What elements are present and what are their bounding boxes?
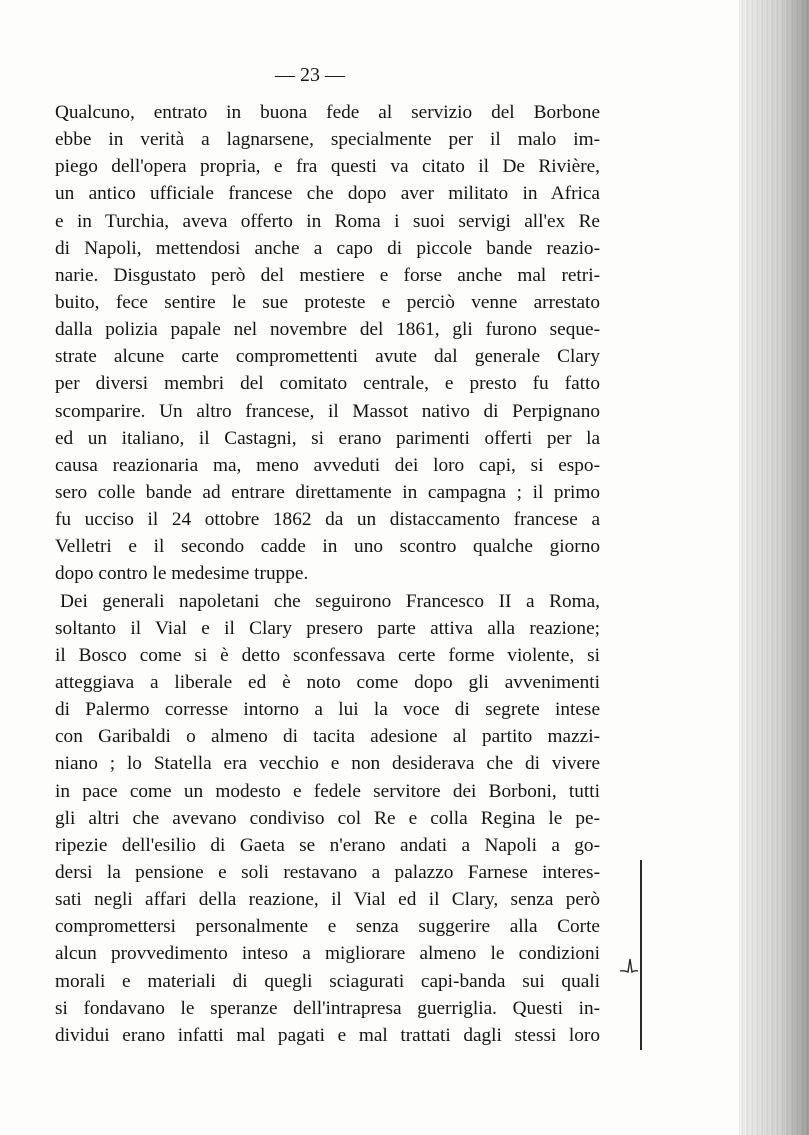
text-line: scomparire. Un altro francese, il Massot nativo di Perpignano — [55, 400, 600, 422]
text-line: alcun provvedimento inteso a migliorare almeno le condizioni — [55, 943, 600, 965]
text-line: dividui erano infatti mal pagati e mal trattati dagli stessi loro — [55, 1024, 600, 1046]
text-line: dalla polizia papale nel novembre del 1861, gli furono seque- — [55, 319, 600, 341]
text-line: sero colle bande ad entrare direttamente in campagna ; il primo — [55, 481, 600, 503]
text-line: Dei generali napoletani che seguirono Francesco II a Roma, — [60, 590, 600, 612]
text-line: strate alcune carte compromettenti avute dal generale Clary — [55, 346, 600, 368]
text-line: compromettersi personalmente e senza suggerire alla Corte — [55, 916, 600, 938]
page-number: — 23 — — [275, 64, 345, 86]
text-line: Qualcuno, entrato in buona fede al servizio del Borbone — [55, 102, 600, 123]
text-line: si fondavano le speranze dell'intrapresa guerriglia. Questi in- — [55, 997, 600, 1019]
text-line: ed un italiano, il Castagni, si erano parimenti offerti per la — [55, 427, 600, 449]
text-line: un antico ufficiale francese che dopo aver militato in Africa — [55, 183, 600, 205]
text-line: in pace come un modesto e fedele servitore dei Borboni, tutti — [55, 780, 600, 802]
text-line: causa reazionaria ma, meno avveduti dei loro capi, si espo- — [55, 454, 600, 476]
text-line: buito, fece sentire le sue proteste e perciò venne arrestato — [55, 291, 600, 313]
text-line: per diversi membri del comitato centrale, e presto fu fatto — [55, 373, 600, 395]
text-line: piego dell'opera propria, e fra questi va citato il De Rivière, — [55, 156, 600, 178]
body-text — [55, 99, 600, 1049]
text-line: gli altri che avevano condiviso col Re e colla Regina le pe- — [55, 807, 600, 829]
text-line: con Garibaldi o almeno di tacita adesione al partito mazzi- — [55, 726, 600, 748]
text-line: il Bosco come si è detto sconfessava certe forme violente, si — [55, 644, 600, 666]
text-line: sati negli affari della reazione, il Vial ed il Clary, senza però — [55, 889, 600, 911]
margin-annotation-line — [640, 860, 642, 1050]
text-line: soltanto il Vial e il Clary presero parte attiva alla reazione; — [55, 617, 600, 639]
text-line: di Palermo corresse intorno a lui la voce di segrete intese — [55, 699, 600, 721]
text-line: ripezie dell'esilio di Gaeta se n'erano andati a Napoli a go- — [55, 834, 600, 856]
scan-edge-shadow — [739, 0, 809, 1135]
text-line: ebbe in verità a lagnarsene, specialmente per il malo im- — [55, 129, 600, 151]
text-line: dersi la pensione e soli restavano a palazzo Farnese interes- — [55, 861, 600, 883]
text-line: Velletri e il secondo cadde in uno scontro qualche giorno — [55, 536, 600, 558]
text-line: fu ucciso il 24 ottobre 1862 da un distaccamento francese a — [55, 509, 600, 531]
text-line: e in Turchia, aveva offerto in Roma i suoi servigi all'ex Re — [55, 210, 600, 232]
text-line: di Napoli, mettendosi anche a capo di piccole bande reazio- — [55, 237, 600, 259]
text-line: narie. Disgustato però del mestiere e forse anche mal retri- — [55, 264, 600, 286]
text-line: dopo contro le medesime truppe. — [55, 563, 309, 585]
text-line: niano ; lo Statella era vecchio e non desiderava che di vivere — [55, 753, 600, 775]
text-line: morali e materiali di quegli sciagurati capi-banda sui quali — [55, 970, 600, 992]
margin-annotation-mark-icon — [618, 955, 640, 977]
text-line: atteggiava a liberale ed è noto come dopo gli avvenimenti — [55, 671, 600, 693]
